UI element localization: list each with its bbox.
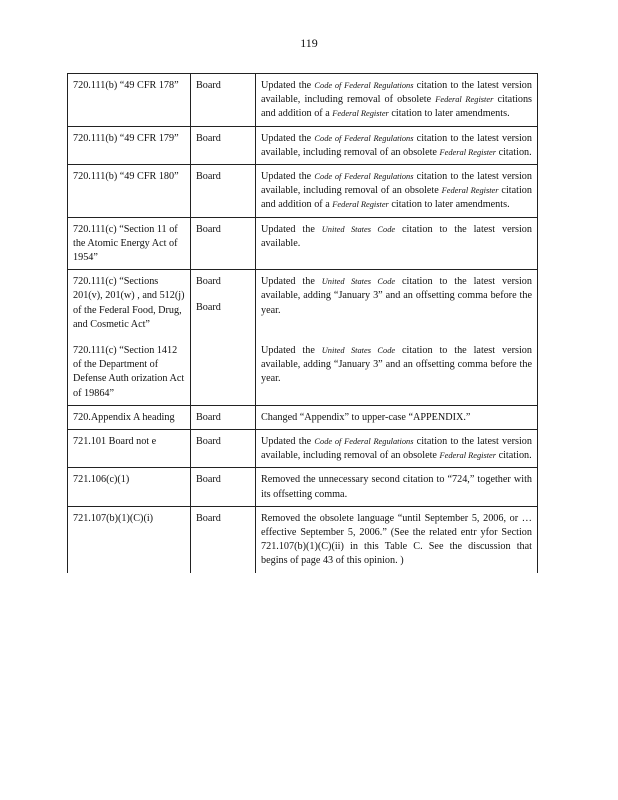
description-entry bbox=[261, 344, 532, 387]
italic-citation: United States Code bbox=[321, 345, 396, 355]
description-text: citation. bbox=[496, 450, 532, 462]
section-cell: 720.111(b) “49 CFR 178” bbox=[68, 74, 191, 127]
description-text: Updated the bbox=[261, 276, 322, 288]
section-cell: 721.101 Board not e bbox=[68, 430, 191, 468]
description-text: citation to the latest version available, adding “January 3” and an offsetting comma before the year. bbox=[261, 344, 532, 385]
description-cell bbox=[256, 430, 538, 468]
italic-citation: United States Code bbox=[321, 224, 396, 234]
description-text: citation to the latest version available, including removal of an obsolete bbox=[261, 436, 532, 462]
italic-citation: Federal Register bbox=[441, 186, 499, 196]
description-text: citation to later amendments. bbox=[388, 108, 510, 120]
description-text: Updated the bbox=[261, 436, 315, 448]
cell-entry: Board bbox=[196, 302, 221, 314]
description-text: citation to the latest version available. bbox=[261, 223, 532, 249]
italic-citation: United States Code bbox=[321, 277, 396, 287]
description-entry bbox=[261, 275, 532, 318]
cell-entry: Board bbox=[196, 276, 221, 288]
description-text: citations and addition of a bbox=[261, 94, 533, 120]
description-text: citation and addition of a bbox=[261, 185, 532, 211]
changed-by-cell: Board bbox=[191, 126, 256, 164]
description-cell bbox=[256, 165, 538, 218]
table-row bbox=[68, 430, 538, 468]
description-text: citation. bbox=[496, 146, 532, 158]
table-row bbox=[68, 270, 538, 406]
changed-by-cell: Board bbox=[191, 165, 256, 218]
cell-entry: 720.111(c) “Section 1412 of the Department of Defense Auth orization Act of 19864” bbox=[73, 345, 185, 399]
description-text: citation to the latest version available, including removal of an obsolete bbox=[261, 132, 532, 158]
description-cell bbox=[256, 74, 538, 127]
spacer bbox=[196, 289, 250, 301]
table-row bbox=[68, 468, 538, 506]
description-cell bbox=[256, 270, 538, 406]
section-cell: 720.111(b) “49 CFR 180” bbox=[68, 165, 191, 218]
cell-entry: 720.111(c) “Sections 201(v), 201(w) , and 512(j) of the Federal Food, Drug, and Cosmetic Act” bbox=[73, 276, 185, 330]
description-text: Removed the unnecessary second citation to “724,” together with its offsetting comma. bbox=[261, 474, 532, 500]
italic-citation: Federal Register bbox=[332, 200, 389, 210]
changed-by-cell: Board bbox=[191, 468, 256, 506]
description-cell bbox=[256, 468, 538, 506]
description-cell bbox=[256, 217, 538, 270]
changed-by-cell: Board bbox=[191, 430, 256, 468]
italic-citation: Code of Federal Regulations bbox=[314, 172, 414, 182]
description-cell bbox=[256, 126, 538, 164]
spacer bbox=[73, 332, 185, 344]
table-row bbox=[68, 405, 538, 429]
table-row bbox=[68, 126, 538, 164]
changed-by-cell bbox=[191, 270, 256, 406]
table-row bbox=[68, 506, 538, 572]
section-cell: 720.111(c) “Section 11 of the Atomic Energy Act of 1954” bbox=[68, 217, 191, 270]
section-cell: 721.106(c)(1) bbox=[68, 468, 191, 506]
italic-citation: Federal Register bbox=[439, 451, 497, 461]
description-text: citation to the latest version available, including removal of obsolete bbox=[261, 80, 532, 106]
description-text: Updated the bbox=[261, 223, 322, 235]
description-text: Removed the obsolete language “until September 5, 2006, or … effective September 5, 2006.” (See the related entr yfor Section 721.107(b)(1)(C)(ii) in this Table C. See the discussion that begins of page 43 of this opinion. ) bbox=[261, 512, 532, 567]
description-text: citation to the latest version available, adding “January 3” and an offsetting comma before the year. bbox=[261, 276, 532, 316]
spacer bbox=[261, 318, 532, 344]
italic-citation: Federal Register bbox=[435, 95, 494, 105]
italic-citation: Federal Register bbox=[439, 147, 497, 157]
description-text: Updated the bbox=[261, 344, 322, 356]
section-cell: 721.107(b)(1)(C)(i) bbox=[68, 506, 191, 572]
description-text: Updated the bbox=[261, 132, 315, 144]
italic-citation: Code of Federal Regulations bbox=[314, 81, 414, 90]
description-text: citation to the latest version available, including removal of an obsolete bbox=[261, 171, 532, 197]
page-number: 119 bbox=[300, 36, 318, 50]
table-row bbox=[68, 74, 538, 127]
table-row bbox=[68, 217, 538, 270]
italic-citation: Federal Register bbox=[332, 109, 389, 119]
italic-citation: Code of Federal Regulations bbox=[314, 437, 414, 447]
amendments-table bbox=[67, 73, 538, 573]
section-cell: 720.Appendix A heading bbox=[68, 405, 191, 429]
changed-by-cell: Board bbox=[191, 506, 256, 572]
section-cell: 720.111(b) “49 CFR 179” bbox=[68, 126, 191, 164]
italic-citation: Code of Federal Regulations bbox=[314, 133, 414, 143]
changed-by-cell: Board bbox=[191, 74, 256, 127]
description-cell bbox=[256, 506, 538, 572]
section-cell bbox=[68, 270, 191, 406]
description-text: citation to later amendments. bbox=[388, 199, 510, 211]
description-cell bbox=[256, 405, 538, 429]
description-text: Updated the bbox=[261, 80, 315, 91]
description-text: Changed “Appendix” to upper-case “APPENDIX.” bbox=[261, 411, 471, 423]
changed-by-cell: Board bbox=[191, 217, 256, 270]
changed-by-cell: Board bbox=[191, 405, 256, 429]
description-text: Updated the bbox=[261, 171, 315, 183]
table-row bbox=[68, 165, 538, 218]
